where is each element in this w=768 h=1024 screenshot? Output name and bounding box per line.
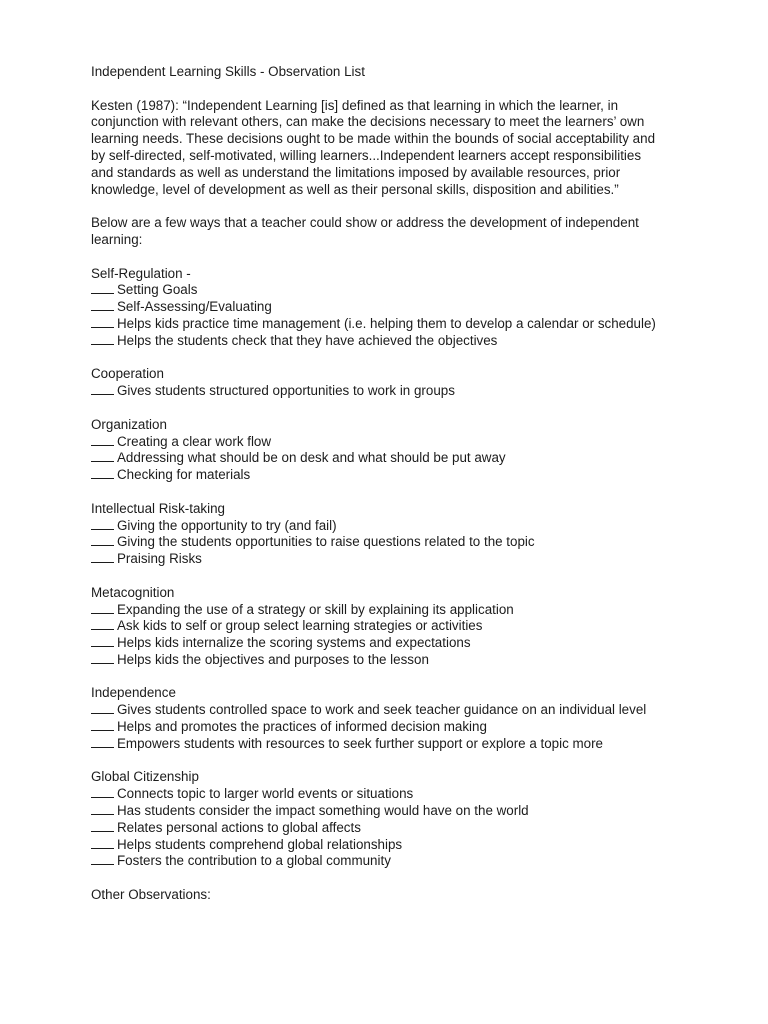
checkbox-blank[interactable] [91, 853, 114, 865]
checkbox-blank[interactable] [91, 434, 114, 446]
checklist-item-label: Creating a clear work flow [117, 433, 272, 449]
checkbox-blank[interactable] [91, 518, 114, 530]
spacer [91, 568, 691, 585]
checklist-item [91, 434, 691, 451]
checklist-item [91, 719, 691, 736]
checklist-item-label: Relates personal actions to global affects [117, 819, 361, 835]
checkbox-blank[interactable] [91, 803, 114, 815]
spacer [91, 198, 691, 215]
checklist-item-label: Has students consider the impact something would have on the world [117, 803, 529, 819]
intro-paragraph [91, 215, 691, 249]
checklist-item-label: Gives students structured opportunities to work in groups [117, 383, 455, 399]
section-heading: Self-Regulation - [91, 265, 191, 281]
checklist-item [91, 853, 691, 870]
document-title: Independent Learning Skills - Observation List [91, 64, 365, 79]
checklist-item-label: Helps the students check that they have achieved the objectives [117, 332, 498, 348]
checklist-item [91, 316, 691, 333]
checkbox-blank[interactable] [91, 299, 114, 311]
checklist-item [91, 518, 691, 535]
section-heading: Independence [91, 685, 176, 701]
checklist-item [91, 652, 691, 669]
checkbox-blank[interactable] [91, 383, 114, 395]
checklist-item-label: Empowers students with resources to seek further support or explore a topic more [117, 735, 604, 751]
section-heading: Organization [91, 416, 167, 432]
checklist-item-label: Fosters the contribution to a global community [117, 853, 391, 869]
checklist-item [91, 736, 691, 753]
section-heading: Intellectual Risk-taking [91, 500, 225, 516]
checkbox-blank[interactable] [91, 551, 114, 563]
quote-line: conjunction with relevant others, can make the decisions necessary to meet the learners’ own [91, 114, 645, 130]
checkbox-blank[interactable] [91, 618, 114, 630]
quote-line: by self-directed, self-motivated, willing learners...Independent learners accept responsibilities [91, 147, 642, 163]
checklist-item [91, 635, 691, 652]
checklist-item-label: Ask kids to self or group select learning strategies or activities [117, 618, 483, 634]
checklist-item-label: Expanding the use of a strategy or skill by explaining its application [117, 601, 514, 617]
section-independence [91, 685, 691, 752]
checklist-item-label: Connects topic to larger world events or situations [117, 786, 414, 802]
checkbox-blank[interactable] [91, 736, 114, 748]
spacer [91, 350, 691, 367]
checklist-item [91, 702, 691, 719]
checkbox-blank[interactable] [91, 702, 114, 714]
checklist-item [91, 333, 691, 350]
section-heading: Cooperation [91, 366, 164, 382]
checkbox-blank[interactable] [91, 652, 114, 664]
checklist-item [91, 383, 691, 400]
quote-line: Kesten (1987): “Independent Learning [is] defined as that learning in which the learner, in [91, 97, 619, 113]
checkbox-blank[interactable] [91, 602, 114, 614]
checklist-item-label: Setting Goals [117, 282, 198, 298]
checklist-item-label: Helps kids practice time management (i.e. helping them to develop a calendar or schedule) [117, 315, 656, 331]
other-observations-heading: Other Observations: [91, 887, 211, 903]
checklist-item-label: Self-Assessing/Evaluating [117, 299, 272, 315]
checklist-item [91, 450, 691, 467]
checkbox-blank[interactable] [91, 820, 114, 832]
checklist-item-label: Helps kids internalize the scoring systems and expectations [117, 635, 471, 651]
section-global-citizenship [91, 769, 691, 870]
section-heading: Global Citizenship [91, 769, 199, 785]
quote-line: and standards as well as understand the limitations imposed by available resources, prior [91, 164, 621, 180]
checklist-item-label: Helps and promotes the practices of informed decision making [117, 719, 487, 735]
section-intellectual-risk-taking [91, 501, 691, 568]
checklist-item-label: Giving the students opportunities to raise questions related to the topic [117, 534, 535, 550]
checkbox-blank[interactable] [91, 719, 114, 731]
spacer [91, 249, 691, 266]
section-metacognition [91, 585, 691, 669]
spacer [91, 484, 691, 501]
checklist-item-label: Gives students controlled space to work and seek teacher guidance on an individual level [117, 702, 647, 718]
spacer [91, 870, 691, 887]
checkbox-blank[interactable] [91, 837, 114, 849]
quote-line: learning needs. These decisions ought to be made within the bounds of social acceptability and [91, 131, 656, 147]
checkbox-blank[interactable] [91, 450, 114, 462]
intro-line: Below are a few ways that a teacher could show or address the development of independent [91, 215, 639, 231]
spacer [91, 669, 691, 686]
checklist-item-label: Checking for materials [117, 467, 251, 483]
checklist-item [91, 551, 691, 568]
checklist-item-label: Giving the opportunity to try (and fail) [117, 517, 337, 533]
checklist-item [91, 803, 691, 820]
section-organization [91, 417, 691, 484]
checkbox-blank[interactable] [91, 635, 114, 647]
section-heading: Metacognition [91, 584, 175, 600]
checkbox-blank[interactable] [91, 467, 114, 479]
checklist-item [91, 299, 691, 316]
checkbox-blank[interactable] [91, 534, 114, 546]
checklist-item [91, 820, 691, 837]
checklist-item-label: Praising Risks [117, 551, 202, 567]
checklist-item [91, 534, 691, 551]
document-page [91, 64, 691, 904]
checklist-item [91, 837, 691, 854]
spacer [91, 400, 691, 417]
kesten-quote [91, 98, 691, 199]
checklist-item [91, 618, 691, 635]
checkbox-blank[interactable] [91, 282, 114, 294]
checklist-item [91, 786, 691, 803]
intro-line: learning: [91, 231, 143, 247]
checklist-item [91, 602, 691, 619]
checkbox-blank[interactable] [91, 786, 114, 798]
checkbox-blank[interactable] [91, 316, 114, 328]
section-self-regulation [91, 266, 691, 350]
checklist-item-label: Helps students comprehend global relationships [117, 836, 403, 852]
spacer [91, 753, 691, 770]
checklist-item-label: Helps kids the objectives and purposes to the lesson [117, 651, 429, 667]
checklist-item [91, 282, 691, 299]
checklist-item [91, 467, 691, 484]
checkbox-blank[interactable] [91, 333, 114, 345]
section-cooperation [91, 366, 691, 400]
quote-line: knowledge, level of development as well as their personal skills, disposition and abilities.” [91, 181, 619, 197]
spacer [91, 81, 691, 98]
checklist-item-label: Addressing what should be on desk and what should be put away [117, 450, 506, 466]
